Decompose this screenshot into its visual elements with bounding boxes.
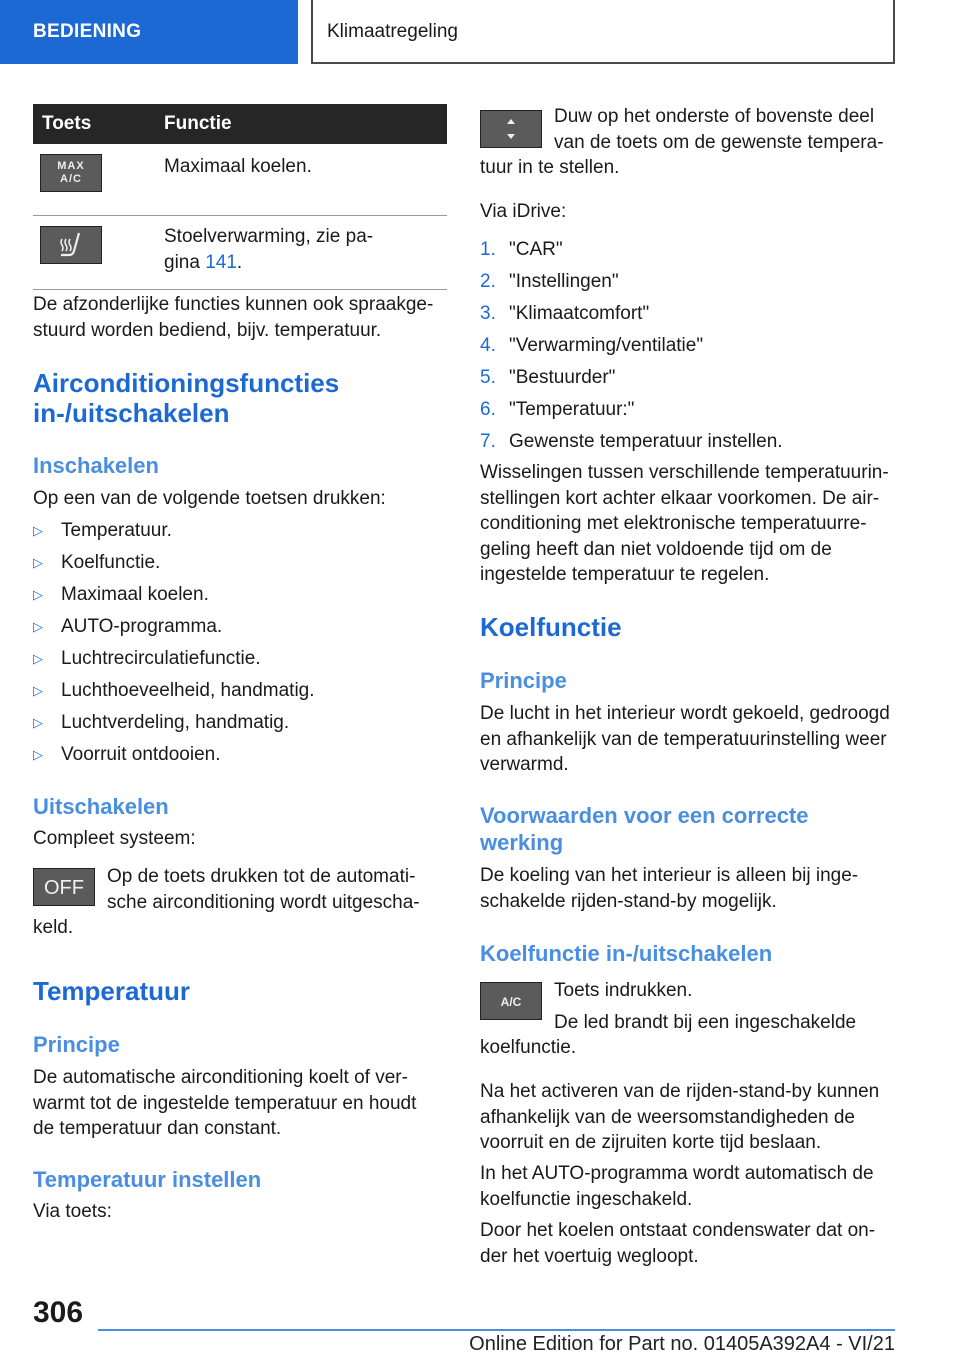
list-item: 2. "Instellingen": [480, 271, 619, 292]
key-function-table: [33, 104, 447, 290]
ac-block: [480, 978, 880, 1061]
list-item: 7. Gewenste temperatuur instellen.: [480, 431, 783, 452]
table-row: [33, 144, 447, 216]
list-item: ▷ Luchthoeveelheid, handmatig.: [33, 678, 447, 710]
heading-uitschakelen: Uitschakelen: [33, 794, 169, 819]
list-item: ▷ Voorruit ontdooien.: [33, 742, 447, 774]
paragraph: De afzonderlijke functies kunnen ook spraakge-stuurd worden bediend, bijv. temperatuur.: [33, 294, 434, 341]
list-item: ▷ Koelfunctie.: [33, 550, 447, 582]
heading-temperatuur-instellen: Temperatuur instellen: [33, 1167, 262, 1192]
paragraph: Op een van de volgende toetsen drukken:: [33, 488, 386, 509]
list-item: ▷ Temperatuur.: [33, 518, 447, 550]
paragraph: Toets indrukken.: [554, 980, 693, 1001]
idrive-steps-list: [480, 237, 896, 461]
footer-divider: [98, 1329, 895, 1331]
list-item: 6. "Temperatuur:": [480, 399, 635, 420]
list-item: ▷ Luchtverdeling, handmatig.: [33, 710, 447, 742]
triangle-bullet-icon: ▷: [33, 683, 43, 698]
temperature-updown-key-icon: [480, 110, 542, 148]
paragraph: De lucht in het interieur wordt gekoeld, gedroogd en afhankelijk van de temperatuurinstelling weer verwarmd.: [480, 703, 890, 775]
table-header-function: Functie: [164, 104, 447, 144]
chapter-title: Klimaatregeling: [311, 0, 895, 64]
updown-block: [480, 104, 890, 181]
heading-aircon-functions: Airconditioningsfuncties in-/uitschakelen: [33, 368, 340, 428]
bullet-list: [33, 518, 447, 774]
off-key-icon: OFF: [33, 868, 95, 906]
triangle-bullet-icon: ▷: [33, 651, 43, 666]
list-item: ▷ Maximaal koelen.: [33, 582, 447, 614]
table-header-key: Toets: [33, 104, 164, 144]
paragraph: Na het activeren van de rijden-stand-by kunnen afhankelijk van de weersomstandigheden de voorruit en de zijruiten korte tijd beslaan.: [480, 1081, 880, 1153]
list-item: ▷ Luchtrecirculatiefunctie.: [33, 646, 447, 678]
max-ac-key-icon: MAX A/C: [40, 154, 102, 192]
list-item: 5. "Bestuurder": [480, 367, 616, 388]
list-item: 3. "Klimaatcomfort": [480, 303, 650, 324]
paragraph: Wisselingen tussen verschillende temperatuurin-stellingen kort achter elkaar voorkomen. De air-conditioning met elektronische temperatuurre-geling heeft dan niet voldoende tijd om de ingestelde temperatuur te regelen.: [480, 462, 889, 585]
seat-heating-icon: [40, 226, 102, 264]
heading-voorwaarden: Voorwaarden voor een correcte werking: [480, 803, 809, 855]
paragraph: De automatische airconditioning koelt of ver-warmt tot de ingestelde temperatuur en houdt de temperatuur dan constant.: [33, 1067, 417, 1139]
paragraph: De led brandt bij een ingeschakelde koelfunctie.: [480, 1011, 857, 1058]
paragraph: De koeling van het interieur is alleen bij inge-schakelde rijden-stand-by mogelijk.: [480, 865, 859, 912]
heading-koelfunctie: Koelfunctie: [480, 612, 622, 642]
ac-key-icon: A/C: [480, 982, 542, 1020]
heading-principe: Principe: [33, 1032, 120, 1057]
section-tab: BEDIENING: [0, 0, 298, 64]
table-cell: Maximaal koelen.: [164, 156, 312, 177]
paragraph: Compleet systeem:: [33, 828, 196, 849]
heading-temperatuur: Temperatuur: [33, 976, 190, 1006]
triangle-bullet-icon: ▷: [33, 555, 43, 570]
off-block: [33, 864, 433, 941]
paragraph: Via iDrive:: [480, 201, 567, 222]
triangle-bullet-icon: ▷: [33, 715, 43, 730]
triangle-bullet-icon: ▷: [33, 619, 43, 634]
triangle-bullet-icon: ▷: [33, 747, 43, 762]
list-item: ▷ AUTO-programma.: [33, 614, 447, 646]
page-link[interactable]: 141: [205, 251, 237, 273]
edition-text: Online Edition for Part no. 01405A392A4 - VI/21: [469, 1333, 895, 1355]
paragraph: Door het koelen ontstaat condenswater dat on-der het voertuig wegloopt.: [480, 1220, 876, 1267]
page-header: [0, 0, 960, 66]
paragraph: Op de toets drukken tot de automati-sche airconditioning wordt uitgescha-keld.: [33, 866, 420, 938]
triangle-bullet-icon: ▷: [33, 523, 43, 538]
paragraph: In het AUTO-programma wordt automatisch de koelfunctie ingeschakeld.: [480, 1163, 874, 1210]
list-item: 4. "Verwarming/ventilatie": [480, 335, 704, 356]
table-row: [33, 216, 447, 290]
heading-koelfunctie-in-uit: Koelfunctie in-/uitschakelen: [480, 941, 773, 966]
paragraph: Via toets:: [33, 1201, 112, 1222]
heading-principe: Principe: [480, 668, 567, 693]
triangle-bullet-icon: ▷: [33, 587, 43, 602]
table-cell: Stoelverwarming, zie pa-gina 141.: [164, 226, 374, 273]
page-number: 306: [33, 1296, 84, 1329]
paragraph: Duw op het onderste of bovenste deel van de toets om de gewenste tempera-tuur in te stellen.: [480, 106, 884, 178]
heading-inschakelen: Inschakelen: [33, 453, 159, 478]
list-item: 1. "CAR": [480, 239, 563, 260]
